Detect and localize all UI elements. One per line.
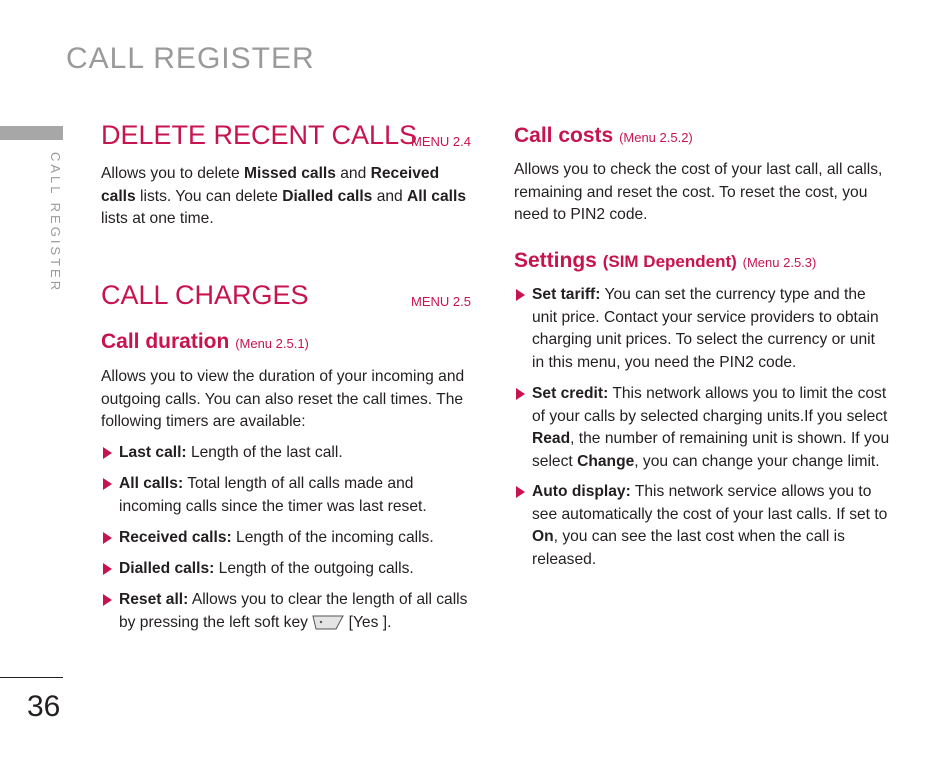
settings-title: Settings: [514, 249, 597, 272]
list-item: All calls: Total length of all calls made and incoming calls since the timer was last reset.: [101, 473, 473, 518]
bullet-arrow-icon: [516, 289, 525, 301]
list-item: Last call: Length of the last call.: [101, 442, 473, 465]
bullet-arrow-icon: [516, 388, 525, 400]
bullet-arrow-icon: [103, 447, 112, 459]
call-costs-text: Allows you to check the cost of your last call, all calls, remaining and reset the cost. To reset the cost, you need to PIN2 code.: [514, 161, 883, 224]
delete-recent-calls-menu: MENU 2.4: [411, 134, 471, 149]
side-tab-label: CALL REGISTER: [48, 152, 63, 294]
call-duration-menu: (Menu 2.5.1): [235, 336, 309, 351]
call-costs-menu: (Menu 2.5.2): [619, 130, 693, 145]
call-charges-heading: [101, 280, 473, 311]
settings-qualifier: (SIM Dependent): [602, 252, 737, 271]
call-charges-menu: MENU 2.5: [411, 294, 471, 309]
call-costs-heading: [514, 124, 693, 148]
list-item: Set credit: This network allows you to limit the cost of your calls by selected charging units.If you select Read, the number of remaining unit is shown. If you select Change, you can change your change limit.: [514, 383, 890, 473]
delete-recent-calls-heading: [101, 120, 473, 151]
call-duration-intro: Allows you to view the duration of your incoming and outgoing calls. You can also reset the call times. The following timers are available:: [101, 368, 465, 431]
page-header-title: CALL REGISTER: [66, 42, 315, 75]
bullet-arrow-icon: [103, 594, 112, 606]
settings-menu: (Menu 2.5.3): [742, 255, 817, 270]
call-charges-title: CALL CHARGES: [101, 280, 309, 310]
left-soft-key-icon: [312, 614, 344, 630]
list-item: Dialled calls: Length of the outgoing calls.: [101, 558, 473, 581]
bullet-arrow-icon: [516, 486, 525, 498]
list-item: Reset all: Allows you to clear the length of all calls by pressing the left soft key [Yes ].: [101, 589, 473, 634]
footer-rule: [0, 677, 63, 678]
list-item: Received calls: Length of the incoming calls.: [101, 527, 473, 550]
call-duration-title: Call duration: [101, 330, 230, 353]
side-tab-bar: [0, 126, 63, 140]
bullet-arrow-icon: [103, 478, 112, 490]
settings-heading: [514, 249, 816, 273]
page-number: 36: [27, 690, 61, 723]
bullet-arrow-icon: [103, 532, 112, 544]
call-duration-heading: [101, 330, 309, 354]
list-item: Set tariff: You can set the currency type and the unit price. Contact your service providers to obtain charging unit prices. To select the currency or unit in this menu, you need the PIN2 code.: [514, 284, 890, 374]
delete-recent-calls-text: Allows you to delete Missed calls and Received calls lists. You can delete Dialled calls and All calls lists at one time.: [101, 165, 466, 228]
list-item: Auto display: This network service allows you to see automatically the cost of your last calls. If set to On, you can see the last cost when the call is released.: [514, 481, 890, 571]
bullet-arrow-icon: [103, 563, 112, 575]
call-costs-title: Call costs: [514, 124, 614, 147]
delete-recent-calls-title: DELETE RECENT CALLS: [101, 120, 418, 150]
